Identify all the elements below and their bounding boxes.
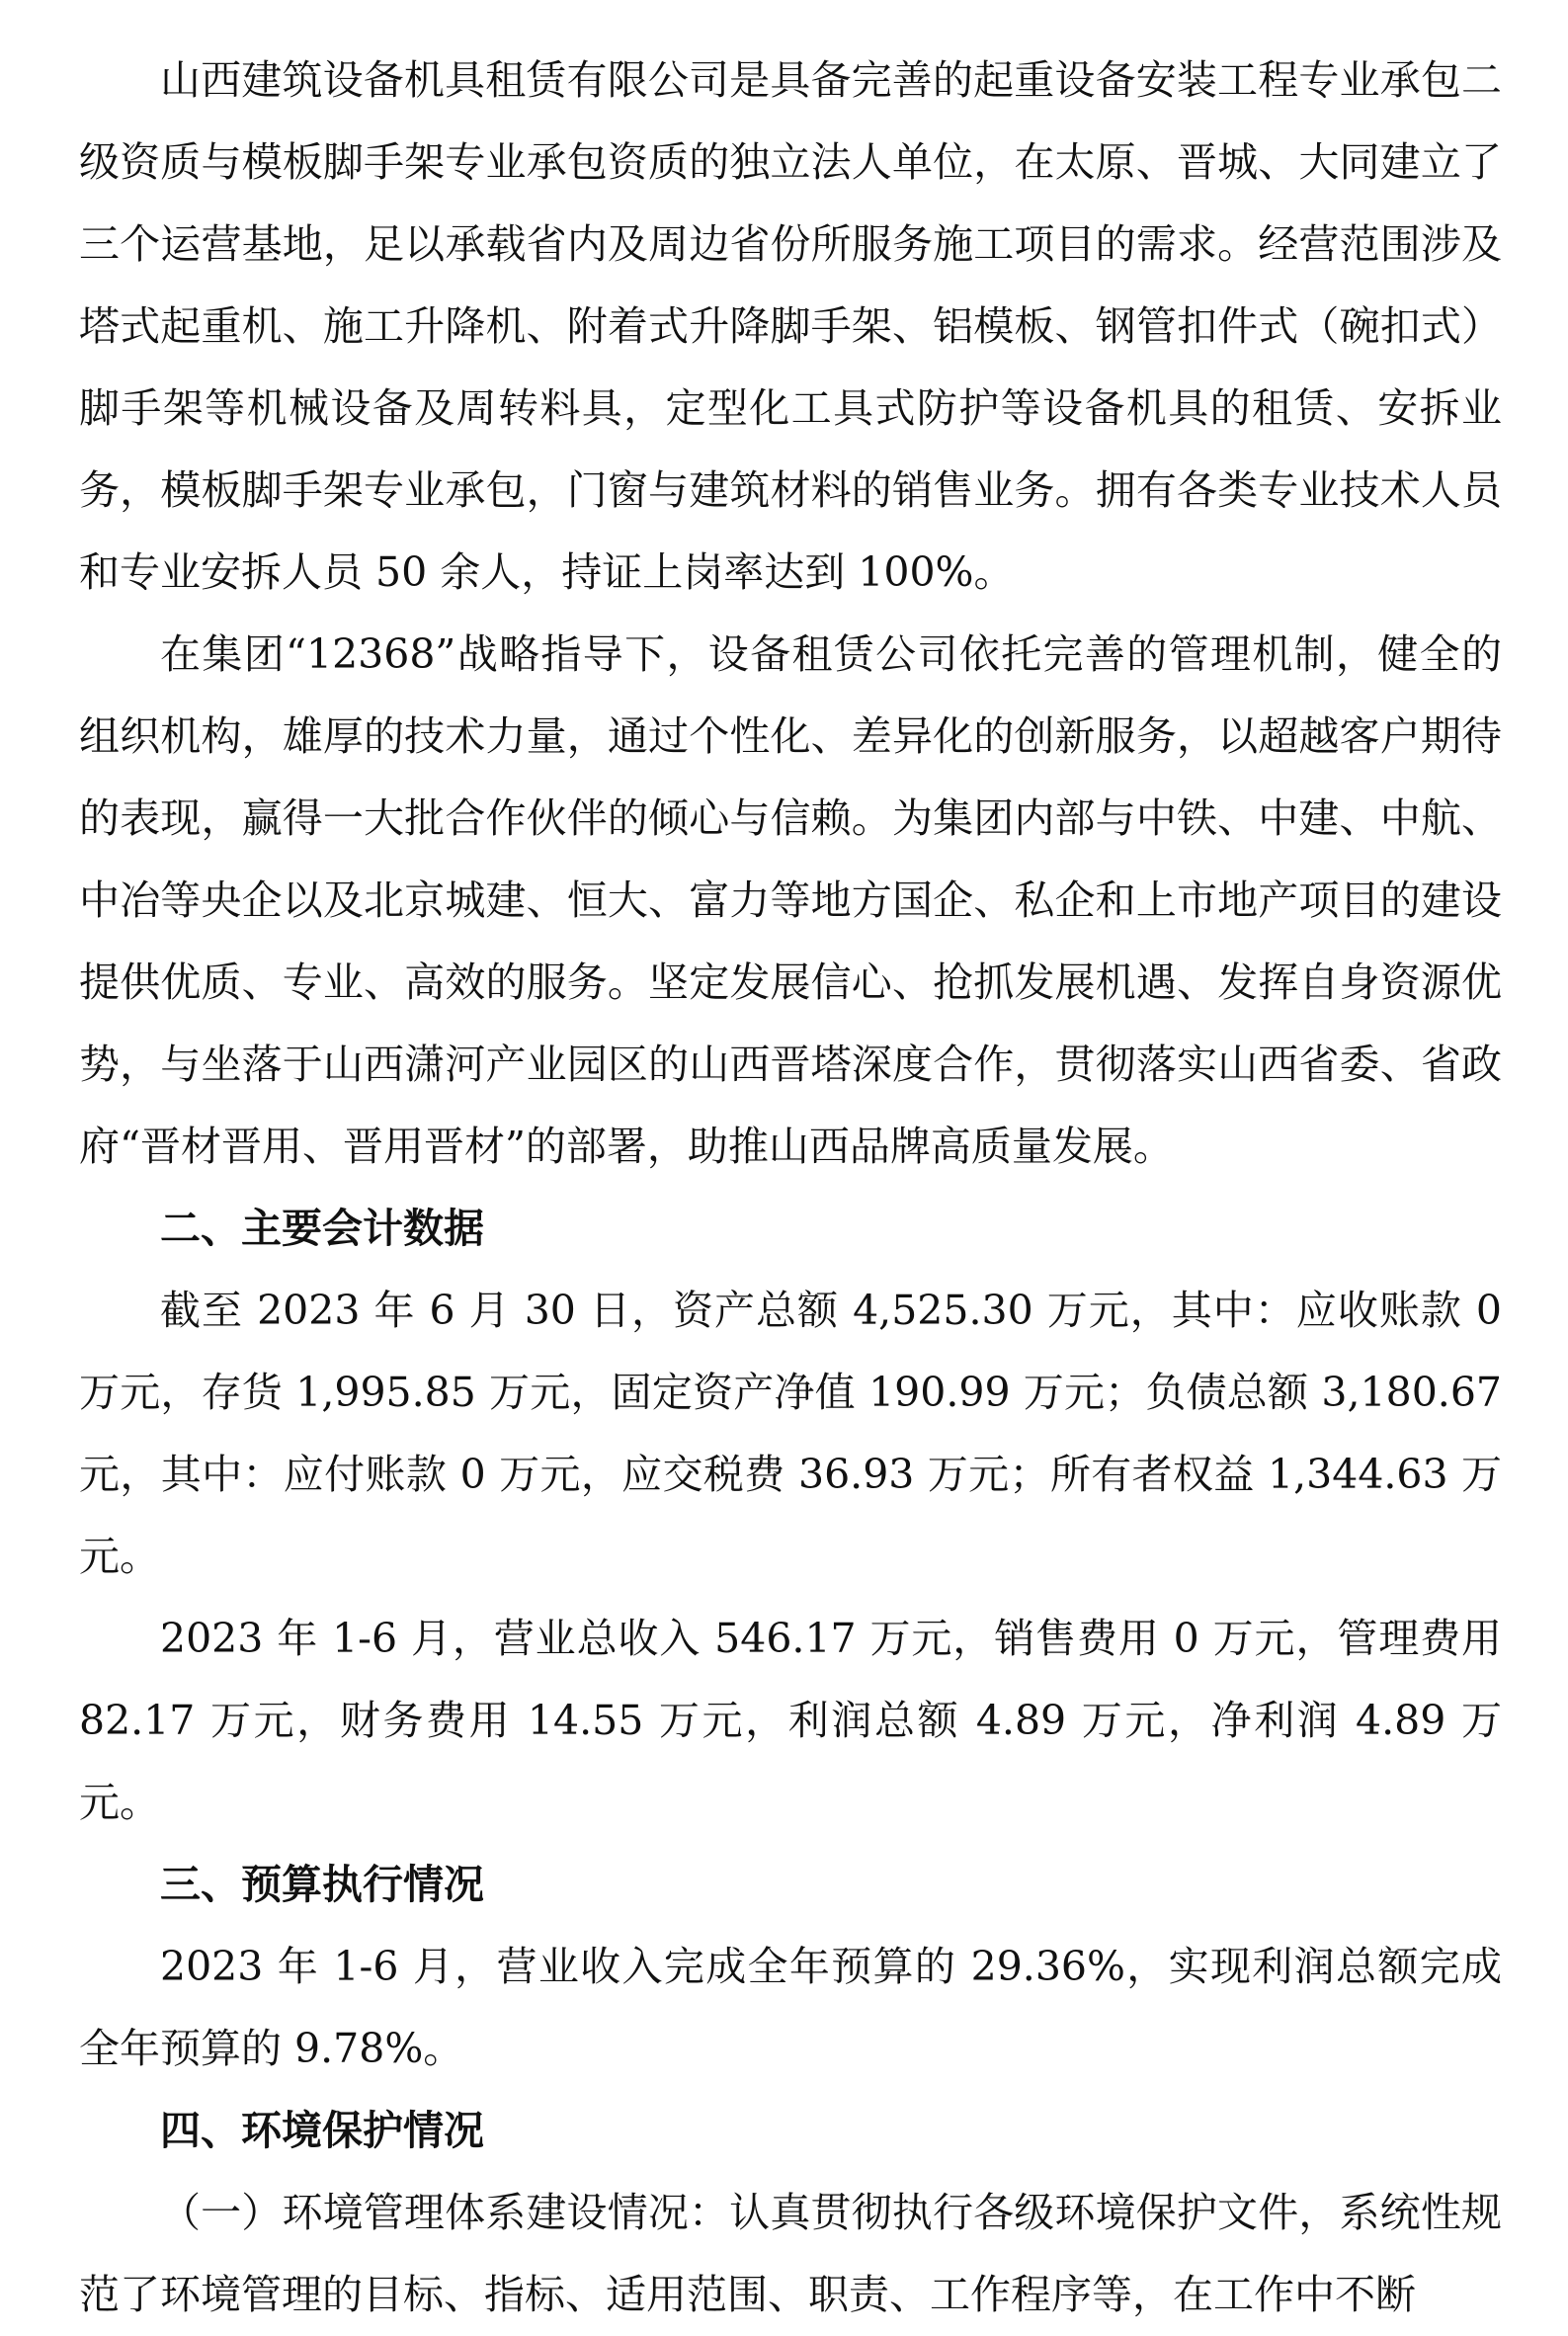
balance-sheet-paragraph: 截至 2023 年 6 月 30 日，资产总额 4,525.30 万元，其中：应收账款 0 万元，存货 1,995.85 万元，固定资产净值 190.99 万元；负债总额 3,180.67 元，其中：应付账款 0 万元，应交税费 36.93 万元；所有者权益 1,344.63 万元。: [79, 1287, 1502, 1580]
section-heading-environment: 四、环境保护情况: [160, 2107, 484, 2154]
section-heading-budget: 三、预算执行情况: [160, 1861, 484, 1908]
document-page: [79, 40, 1502, 2336]
section-heading-accounting-data: 二、主要会计数据: [160, 1205, 484, 1252]
environment-paragraph: （一）环境管理体系建设情况：认真贯彻执行各级环境保护文件，系统性规范了环境管理的目标、指标、适用范围、职责、工作程序等，在工作中不断: [79, 2189, 1502, 2318]
budget-paragraph: 2023 年 1-6 月，营业收入完成全年预算的 29.36%，实现利润总额完成全年预算的 9.78%。: [79, 1943, 1502, 2072]
strategy-paragraph: 在集团“12368”战略指导下，设备租赁公司依托完善的管理机制，健全的组织机构，雄厚的技术力量，通过个性化、差异化的创新服务，以超越客户期待的表现，赢得一大批合作伙伴的倾心与信赖。为集团内部与中铁、中建、中航、中冶等央企以及北京城建、恒大、富力等地方国企、私企和上市地产项目的建设提供优质、专业、高效的服务。坚定发展信心、抢抓发展机遇、发挥自身资源优势，与坐落于山西潇河产业园区的山西晋塔深度合作，贯彻落实山西省委、省政府“晋材晋用、晋用晋材”的部署，助推山西品牌高质量发展。: [79, 630, 1502, 1170]
company-intro-paragraph: 山西建筑设备机具租赁有限公司是具备完善的起重设备安装工程专业承包二级资质与模板脚手架专业承包资质的独立法人单位，在太原、晋城、大同建立了三个运营基地，足以承载省内及周边省份所服务施工项目的需求。经营范围涉及塔式起重机、施工升降机、附着式升降脚手架、铝模板、钢管扣件式（碗扣式）脚手架等机械设备及周转料具，定型化工具式防护等设备机具的租赁、安拆业务，模板脚手架专业承包，门窗与建筑材料的销售业务。拥有各类专业技术人员和专业安拆人员 50 余人，持证上岗率达到 100%。: [79, 56, 1502, 596]
income-paragraph: 2023 年 1-6 月，营业总收入 546.17 万元，销售费用 0 万元，管理费用 82.17 万元，财务费用 14.55 万元，利润总额 4.89 万元，净利润 4.89 万元。: [79, 1615, 1502, 1826]
